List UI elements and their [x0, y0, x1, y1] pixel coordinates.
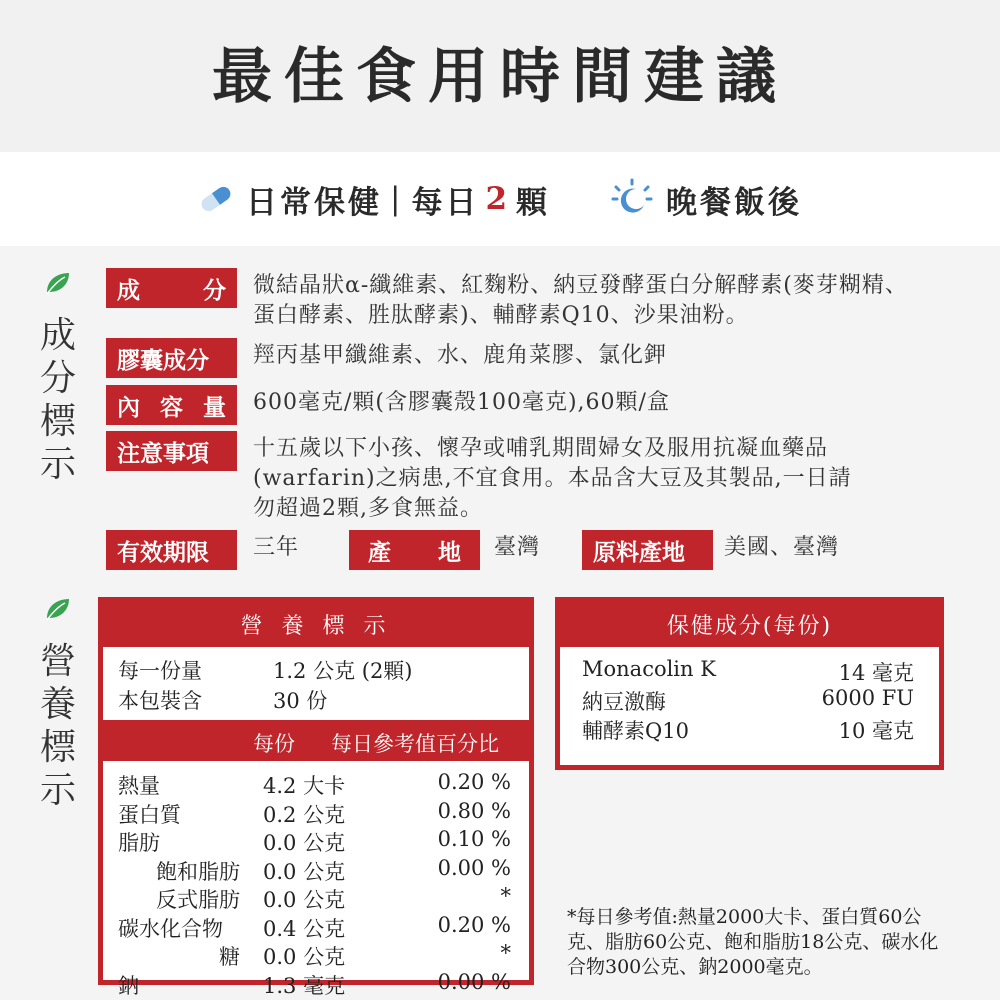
- usage-per-day: 每日: [411, 184, 480, 221]
- nutrient-value: 0.2 公克: [263, 802, 346, 827]
- leaf-icon: [43, 270, 73, 296]
- side-char: 養: [39, 684, 76, 725]
- nutrient-name: 鈉: [118, 973, 139, 998]
- health-title: 保健成分(每份): [560, 602, 939, 647]
- text-line: 蛋白酵素、胜肽酵素)、輔酵素Q10、沙果油粉。: [253, 303, 749, 328]
- side-char: 成: [39, 315, 76, 356]
- text-line: (warfarin)之病患,不宜食用。本品含大豆及其製品,一日請: [253, 466, 852, 491]
- health-item-name: 輔酵素Q10: [582, 719, 689, 743]
- nutrition-side-label: [38, 596, 78, 812]
- health-item-value: 10 毫克: [838, 719, 914, 743]
- serving-size-value: 1.2 公克 (2顆): [273, 659, 413, 683]
- tag-label: 有效期限: [117, 538, 209, 566]
- nutrient-name: 脂肪: [118, 831, 160, 855]
- side-char: 標: [39, 727, 76, 768]
- health-item-value: 6000 FU: [821, 686, 914, 710]
- nutrient-daily-pct: 0.00 %: [437, 969, 511, 994]
- nutrient-value: 0.4 公克: [263, 916, 346, 941]
- servings-value: 30 份: [273, 689, 328, 713]
- col-per-serving: 每份: [253, 732, 295, 756]
- moon-icon: [610, 177, 654, 221]
- health-ingredients-table: [555, 597, 944, 770]
- text-line: 羥丙基甲纖維素、水、鹿角菜膠、氯化鉀: [253, 343, 668, 368]
- nutrient-daily-pct: *: [500, 941, 511, 965]
- usage-after-dinner: 晚餐飯後: [666, 184, 803, 221]
- nutrient-name: 糖: [219, 945, 240, 969]
- tag-material-origin: [585, 533, 710, 567]
- material-origin-value: 美國、臺灣: [724, 535, 840, 560]
- nutrition-title: 營 養 標 示: [103, 602, 529, 647]
- nutrient-daily-pct: 0.10 %: [437, 827, 511, 851]
- tag-char: 內: [117, 393, 140, 421]
- nutrient-value: 1.3 毫克: [263, 973, 346, 998]
- footnote-line: 克、脂肪60公克、飽和脂肪18公克、碳水化: [567, 931, 939, 953]
- usage-band: [0, 152, 1000, 246]
- tag-label: 注意事項: [117, 439, 209, 467]
- nutrient-value: 4.2 大卡: [263, 774, 346, 798]
- ingredients-text: [253, 271, 908, 331]
- side-char: 標: [39, 401, 76, 442]
- nutrient-daily-pct: 0.20 %: [437, 912, 511, 937]
- usage-separator: |: [389, 181, 404, 217]
- nutrition-column-header: [103, 720, 529, 761]
- side-char: 營: [39, 641, 76, 682]
- nutrient-daily-pct: 0.20 %: [437, 770, 511, 794]
- text-line: 勿超過2顆,多食無益。: [253, 496, 483, 521]
- nutrient-value: 0.0 公克: [263, 945, 346, 969]
- tag-char: 產: [368, 538, 391, 566]
- expiry-value: 三年: [253, 535, 300, 560]
- tag-char: 量: [203, 393, 226, 421]
- tag-content: [109, 388, 234, 422]
- usage-daily-care: 日常保健: [245, 184, 382, 221]
- tag-origin: [352, 533, 477, 567]
- health-item-name: Monacolin K: [582, 657, 716, 681]
- col-daily-pct: 每日參考值百分比: [331, 732, 499, 756]
- nutrient-value: 0.0 公克: [263, 888, 346, 912]
- nutrient-name: 反式脂肪: [156, 888, 240, 912]
- usage-daily: [198, 177, 550, 222]
- nutrient-value: 0.0 公克: [263, 831, 346, 855]
- capsule-icon: [198, 184, 234, 214]
- daily-reference-footnote: [567, 905, 967, 980]
- health-item-value: 14 毫克: [838, 661, 914, 685]
- tag-char: 地: [438, 538, 461, 566]
- nutrient-daily-pct: 0.00 %: [437, 855, 511, 880]
- tag-expiry: [109, 533, 234, 567]
- tag-char: 分: [203, 276, 226, 304]
- nutrient-name: 蛋白質: [118, 802, 181, 827]
- text-line: 微結晶狀α-纖維素、紅麴粉、納豆發酵蛋白分解酵素(麥芽糊精、: [253, 273, 908, 298]
- nutrient-daily-pct: *: [500, 884, 511, 908]
- footnote-line: *每日參考值:熱量2000大卡、蛋白質60公: [567, 906, 922, 928]
- leaf-icon: [43, 596, 73, 622]
- usage-count: 2: [485, 181, 511, 217]
- side-char: 分: [39, 358, 76, 399]
- servings-label: 本包裝含: [118, 689, 202, 713]
- capsule-ingredients-text: [253, 341, 667, 371]
- text-line: 600毫克/顆(含膠囊殼100毫克),60顆/盒: [253, 390, 670, 415]
- nutrient-name: 碳水化合物: [118, 916, 223, 941]
- side-char: 示: [39, 444, 76, 485]
- title-band: [0, 0, 1000, 152]
- tag-char: 成: [117, 276, 140, 304]
- page-title: 最佳食用時間建議: [212, 42, 788, 112]
- side-char: 示: [39, 770, 76, 811]
- usage-timing: [610, 177, 802, 222]
- nutrient-daily-pct: 0.80 %: [437, 798, 511, 823]
- footnote-line: 合物300公克、鈉2000毫克。: [567, 956, 823, 978]
- nutrition-facts-table: [98, 597, 534, 998]
- tag-capsule-ingredients: [109, 341, 234, 375]
- origin-value: 臺灣: [494, 535, 541, 560]
- content-text: [253, 388, 670, 418]
- usage-unit: 顆: [516, 184, 551, 221]
- ingredients-side-label: [38, 270, 78, 486]
- tag-label: 原料產地: [593, 538, 685, 566]
- nutrient-name: 飽和脂肪: [156, 859, 240, 884]
- serving-size-label: 每一份量: [118, 659, 202, 683]
- text-line: 十五歲以下小孩、懷孕或哺乳期間婦女及服用抗凝血藥品: [253, 436, 829, 461]
- nutrient-name: 熱量: [118, 774, 160, 798]
- tag-label: 膠囊成分: [117, 346, 209, 374]
- warnings-text: [253, 434, 852, 524]
- health-item-name: 納豆激酶: [582, 690, 666, 714]
- tag-warnings: [109, 434, 234, 468]
- tag-ingredients: [109, 271, 234, 305]
- tag-char: 容: [160, 393, 183, 421]
- nutrient-value: 0.0 公克: [263, 859, 346, 884]
